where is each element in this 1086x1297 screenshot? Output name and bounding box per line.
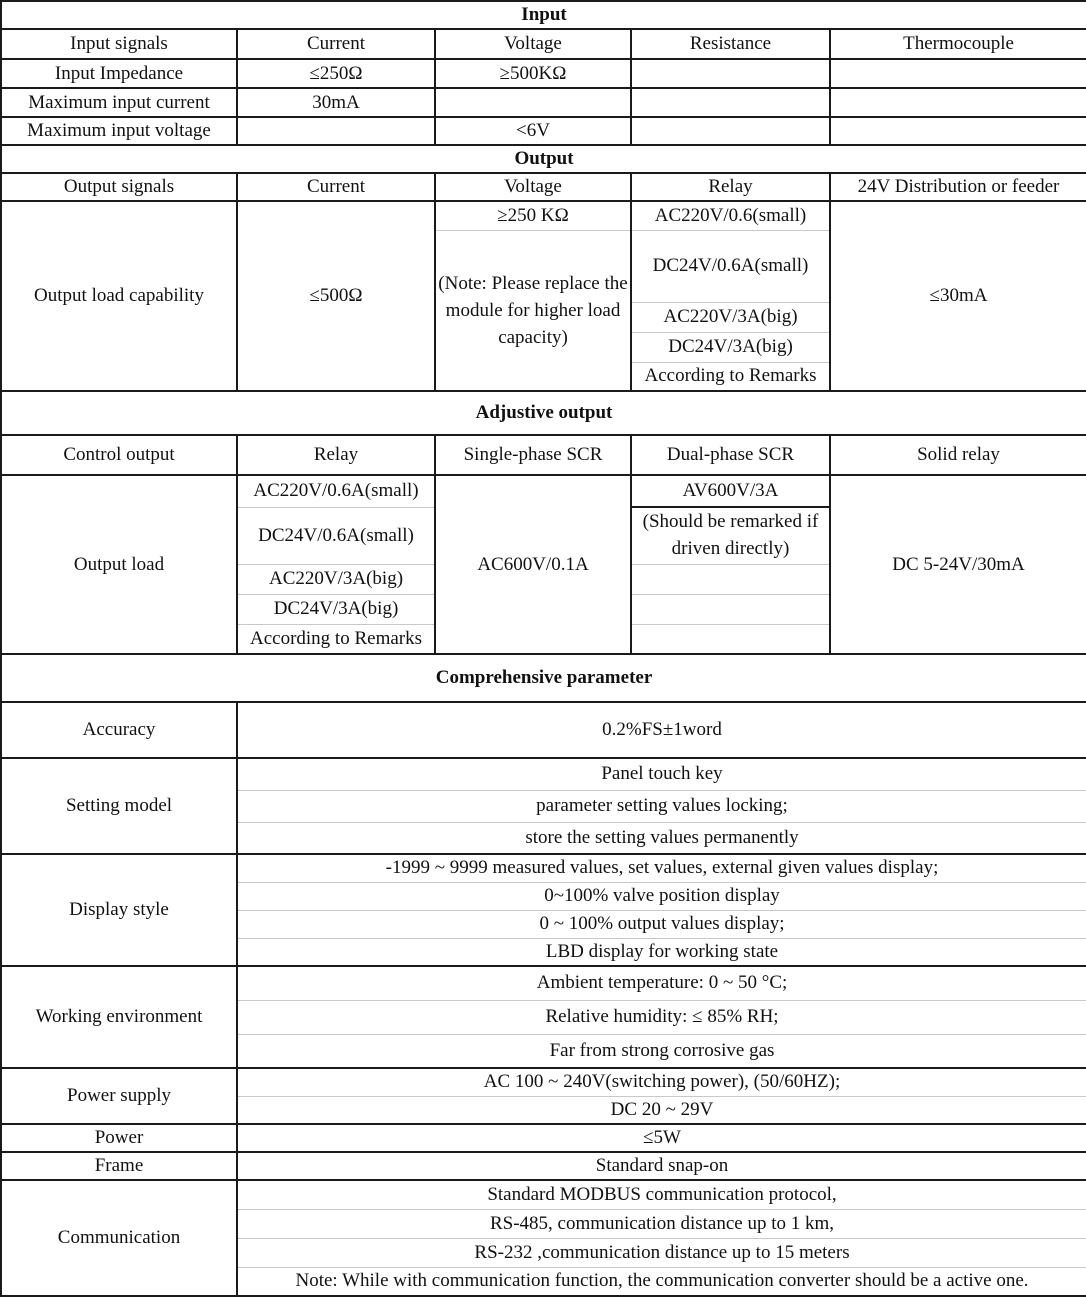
cell-value: Note: While with communication function, the communication converter should be a active one. <box>237 1267 1086 1296</box>
row-label: Maximum input current <box>1 88 237 117</box>
cell-empty <box>435 88 631 117</box>
row-label: Power <box>1 1124 237 1152</box>
cell-value: -1999 ~ 9999 measured values, set values, external given values display; <box>237 854 1086 882</box>
cell-value: 0~100% valve position display <box>237 882 1086 910</box>
table-row <box>1 117 1086 145</box>
note-text: (Should be remarked if driven directly) <box>631 507 830 564</box>
cell-empty <box>631 88 830 117</box>
cell-value: ≤250Ω <box>237 59 435 88</box>
cell-empty <box>631 564 830 594</box>
cell-value: DC24V/0.6A(small) <box>631 230 830 302</box>
cell-value: 0.2%FS±1word <box>237 702 1086 758</box>
cell-value: <6V <box>435 117 631 145</box>
section-title-adjustive: Adjustive output <box>1 391 1086 435</box>
row-label: Frame <box>1 1152 237 1180</box>
cell-value: AV600V/3A <box>631 475 830 507</box>
cell-value: ≤500Ω <box>237 201 435 391</box>
cell-value: Ambient temperature: 0 ~ 50 °C; <box>237 966 1086 1000</box>
table-row <box>1 29 1086 59</box>
header-relay: Relay <box>631 173 830 201</box>
cell-value: Standard snap-on <box>237 1152 1086 1180</box>
cell-value: ≤5W <box>237 1124 1086 1152</box>
table-row <box>1 966 1086 1000</box>
cell-value: ≤30mA <box>830 201 1086 391</box>
cell-value: DC24V/0.6A(small) <box>237 507 435 564</box>
cell-empty <box>631 117 830 145</box>
row-label: Setting model <box>1 758 237 854</box>
cell-value: ≥500KΩ <box>435 59 631 88</box>
header-control-output: Control output <box>1 435 237 475</box>
cell-value: ≥250 KΩ <box>435 201 631 230</box>
table-row <box>1 475 1086 507</box>
cell-value: DC 5-24V/30mA <box>830 475 1086 654</box>
cell-value: DC24V/3A(big) <box>237 594 435 624</box>
cell-value: 0 ~ 100% output values display; <box>237 910 1086 938</box>
row-label: Display style <box>1 854 237 966</box>
row-label: Power supply <box>1 1068 237 1124</box>
cell-empty <box>830 117 1086 145</box>
header-thermocouple: Thermocouple <box>830 29 1086 59</box>
cell-empty <box>237 117 435 145</box>
cell-value: AC600V/0.1A <box>435 475 631 654</box>
table-row <box>1 1068 1086 1096</box>
table-row <box>1 1180 1086 1209</box>
section-title-comprehensive: Comprehensive parameter <box>1 654 1086 702</box>
cell-value: LBD display for working state <box>237 938 1086 966</box>
table-row <box>1 88 1086 117</box>
cell-value: Panel touch key <box>237 758 1086 790</box>
row-label: Maximum input voltage <box>1 117 237 145</box>
header-current: Current <box>237 29 435 59</box>
header-voltage: Voltage <box>435 173 631 201</box>
table-row <box>1 59 1086 88</box>
cell-empty <box>830 88 1086 117</box>
header-input-signals: Input signals <box>1 29 237 59</box>
row-label: Input Impedance <box>1 59 237 88</box>
table-row <box>1 173 1086 201</box>
row-label: Working environment <box>1 966 237 1068</box>
cell-empty <box>631 624 830 654</box>
table-row <box>1 1124 1086 1152</box>
cell-empty <box>830 59 1086 88</box>
cell-value: According to Remarks <box>631 362 830 391</box>
cell-value: According to Remarks <box>237 624 435 654</box>
header-dual-phase-scr: Dual-phase SCR <box>631 435 830 475</box>
cell-value: DC 20 ~ 29V <box>237 1096 1086 1124</box>
table-row <box>1 702 1086 758</box>
cell-value: parameter setting values locking; <box>237 790 1086 822</box>
cell-value: DC24V/3A(big) <box>631 332 830 362</box>
table-row <box>1 854 1086 882</box>
cell-value: Relative humidity: ≤ 85% RH; <box>237 1000 1086 1034</box>
header-distribution: 24V Distribution or feeder <box>830 173 1086 201</box>
header-resistance: Resistance <box>631 29 830 59</box>
header-voltage: Voltage <box>435 29 631 59</box>
cell-value: Far from strong corrosive gas <box>237 1034 1086 1068</box>
cell-empty <box>631 59 830 88</box>
note-text: (Note: Please replace the module for higher load capacity) <box>435 230 631 391</box>
row-label: Output load capability <box>1 201 237 391</box>
cell-value: AC220V/0.6A(small) <box>237 475 435 507</box>
row-label: Output load <box>1 475 237 654</box>
cell-empty <box>631 594 830 624</box>
cell-value: AC220V/3A(big) <box>237 564 435 594</box>
cell-value: RS-485, communication distance up to 1 km, <box>237 1209 1086 1238</box>
header-single-phase-scr: Single-phase SCR <box>435 435 631 475</box>
cell-value: RS-232 ,communication distance up to 15 meters <box>237 1238 1086 1267</box>
cell-value: Standard MODBUS communication protocol, <box>237 1180 1086 1209</box>
section-title-output: Output <box>1 145 1086 173</box>
table-row <box>1 1152 1086 1180</box>
table-row <box>1 201 1086 230</box>
table-row <box>1 758 1086 790</box>
cell-value: 30mA <box>237 88 435 117</box>
header-solid-relay: Solid relay <box>830 435 1086 475</box>
header-relay: Relay <box>237 435 435 475</box>
cell-value: AC220V/0.6(small) <box>631 201 830 230</box>
cell-value: AC 100 ~ 240V(switching power), (50/60HZ); <box>237 1068 1086 1096</box>
row-label: Communication <box>1 1180 237 1296</box>
table-row <box>1 435 1086 475</box>
cell-value: AC220V/3A(big) <box>631 302 830 332</box>
header-output-signals: Output signals <box>1 173 237 201</box>
row-label: Accuracy <box>1 702 237 758</box>
cell-value: store the setting values permanently <box>237 822 1086 854</box>
section-title-input: Input <box>1 1 1086 29</box>
header-current: Current <box>237 173 435 201</box>
